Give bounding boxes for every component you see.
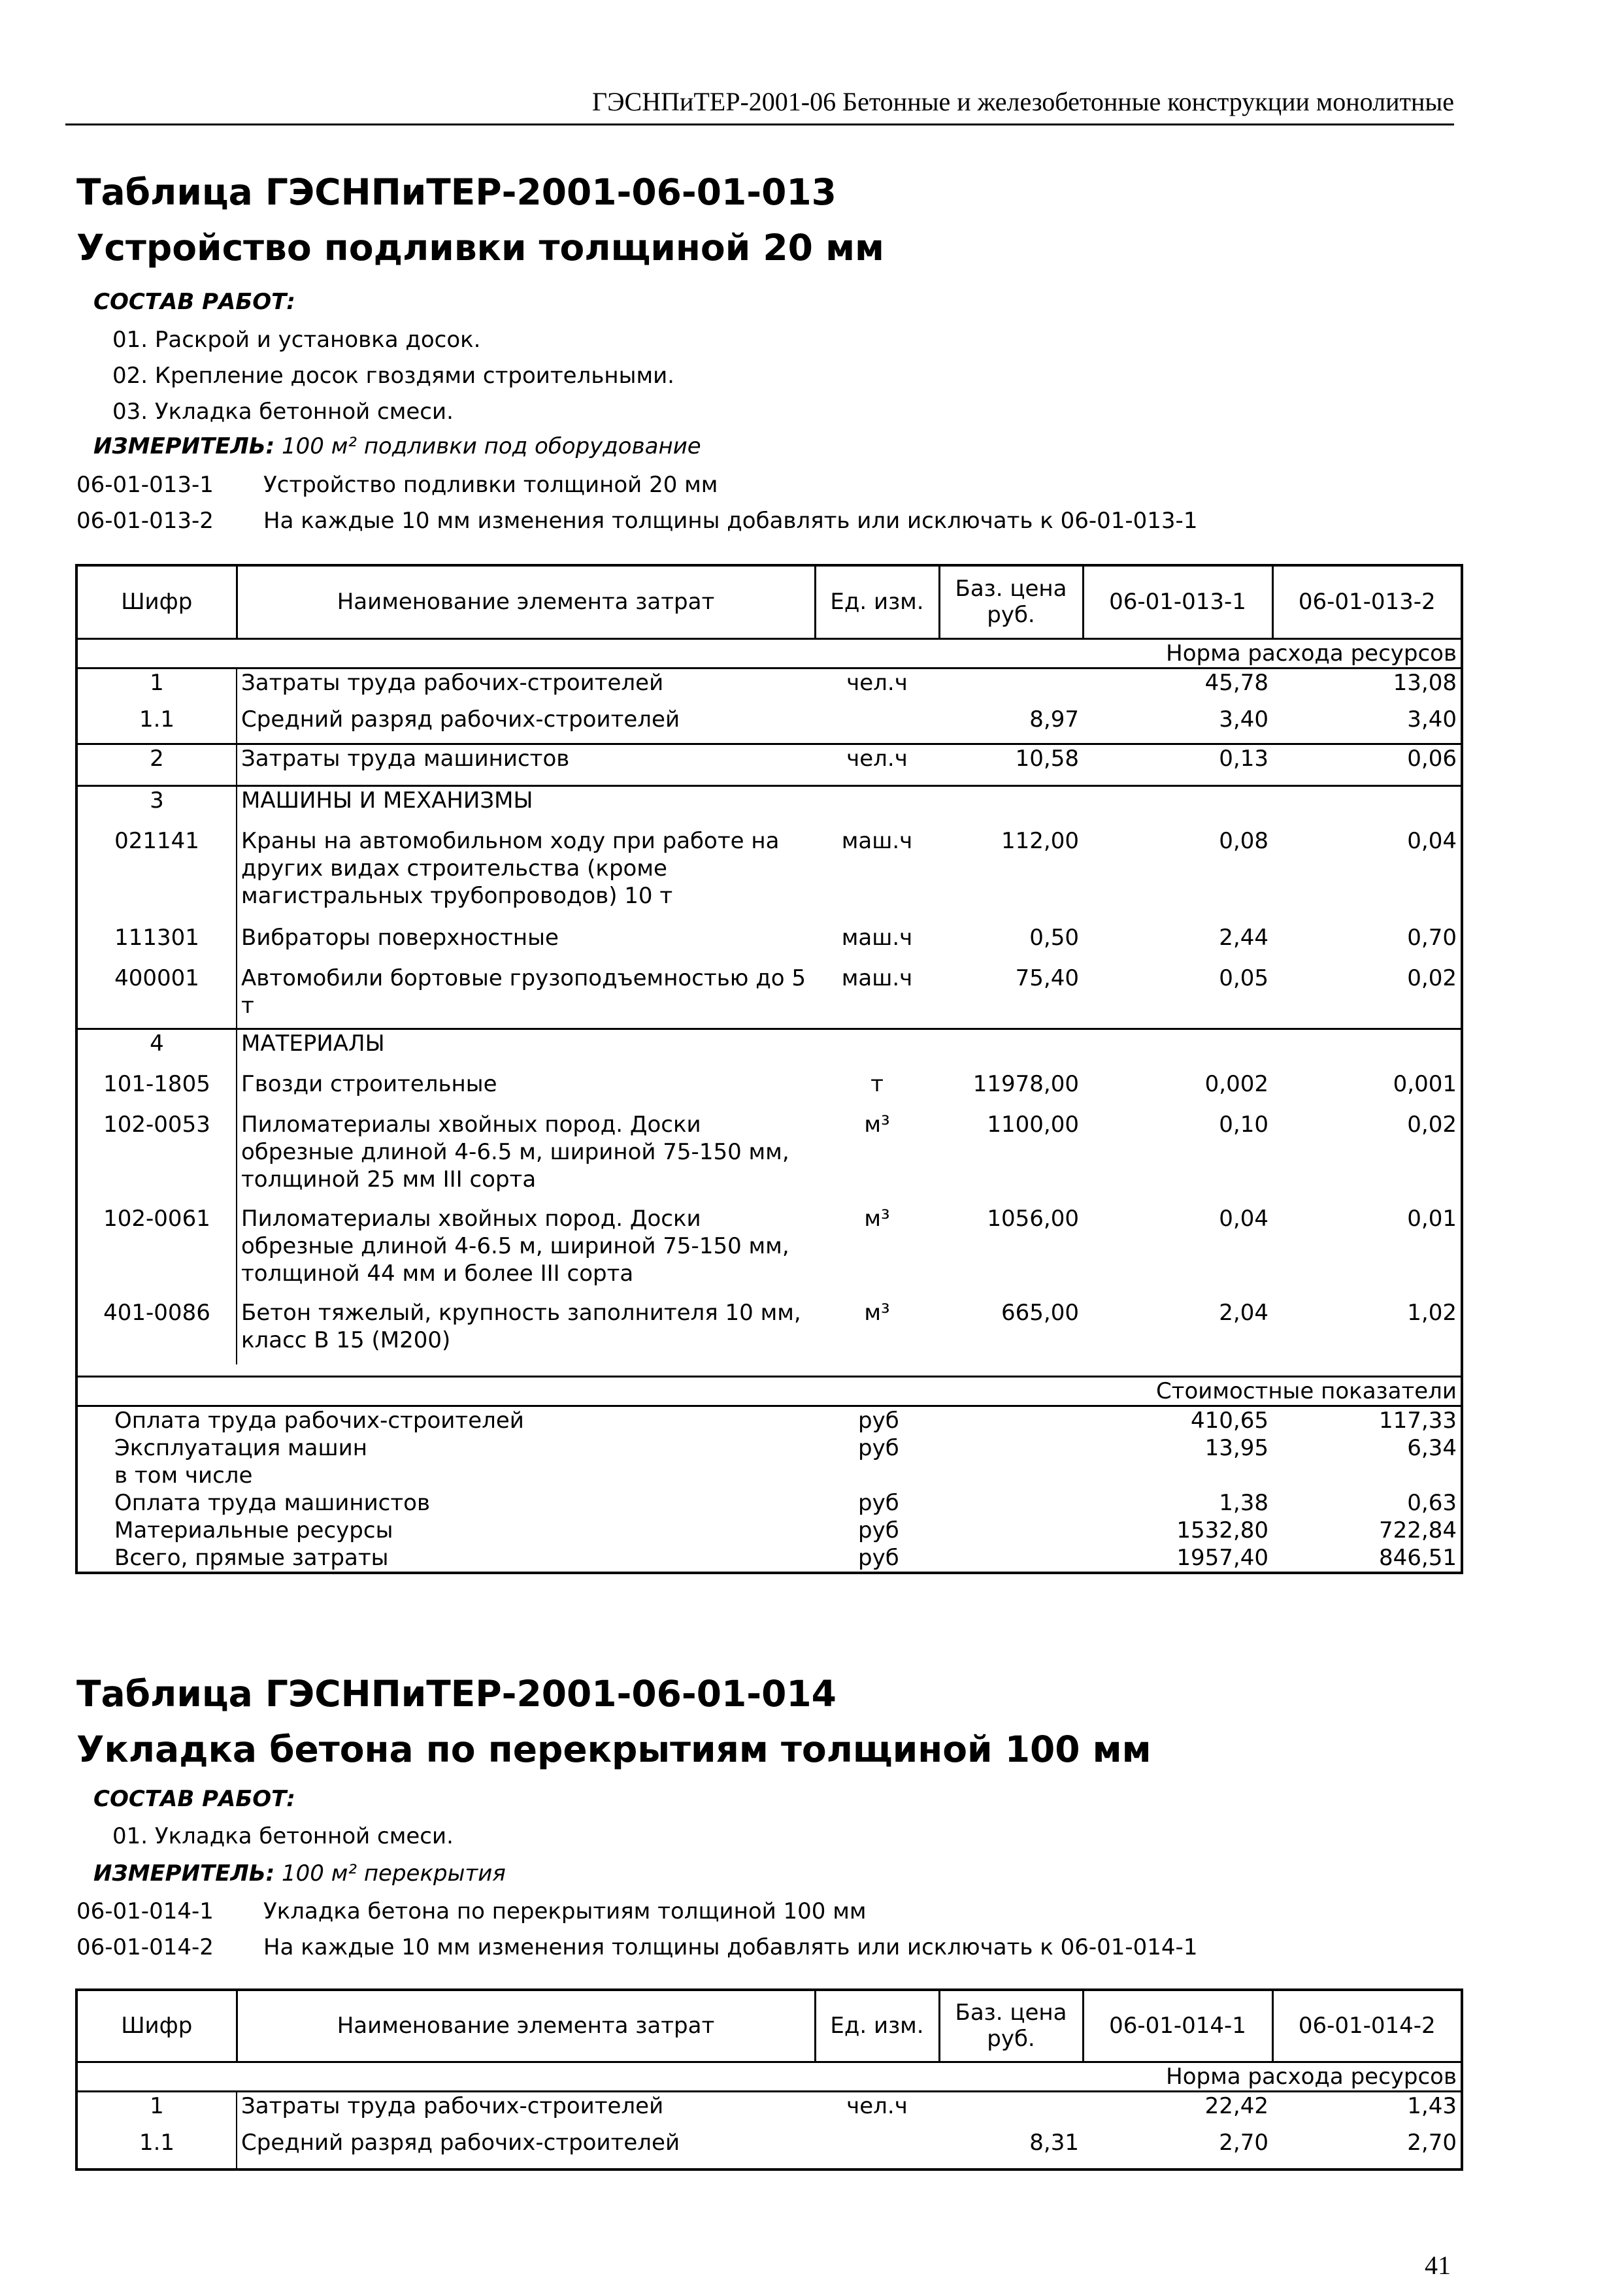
cell-code: 1	[150, 2092, 164, 2119]
cell-b: 2,70	[1407, 2130, 1457, 2156]
total-a: 1532,80	[1176, 1517, 1268, 1543]
col-header: Наименование элемента затрат	[237, 565, 815, 638]
cell-a: 0,002	[1204, 1071, 1268, 1097]
cell-code: 102-0053	[103, 1112, 210, 1138]
cell-price: 665,00	[1001, 1300, 1079, 1326]
cell-unit	[815, 2129, 939, 2169]
cell-unit: т	[870, 1071, 884, 1097]
total-label: Материальные ресурсы	[114, 1517, 393, 1543]
cost-table	[75, 1988, 1463, 2171]
code-line	[76, 508, 1197, 534]
cell-price: 112,00	[1001, 828, 1079, 854]
page-number: 41	[1425, 2251, 1451, 2280]
cell-code: 3	[76, 785, 237, 827]
cell-unit: чел.ч	[846, 669, 908, 696]
col-header: 06-01-013-1	[1083, 565, 1272, 638]
cell-name: Гвозди строительные	[237, 1070, 815, 1111]
total-label: Оплата труда машинистов	[114, 1489, 431, 1516]
cell-price: 1056,00	[987, 1206, 1079, 1232]
cell-name: Затраты труда рабочих-строителей	[237, 668, 815, 706]
cell-code: 101-1805	[103, 1071, 210, 1097]
table-title: Таблица ГЭСНПиТЕР-2001-06-01-014	[76, 1673, 837, 1715]
section-row	[76, 1029, 1462, 1070]
total-label: в том числе	[114, 1462, 253, 1489]
total-a: 1957,40	[1176, 1544, 1268, 1571]
total-row	[76, 1489, 1462, 1517]
col-header: Шифр	[76, 565, 237, 638]
cell-b: 0,01	[1407, 1206, 1457, 1232]
norm-label: Норма расхода ресурсов	[76, 2062, 1462, 2091]
cell-a: 0,13	[1083, 744, 1272, 785]
col-header: 06-01-014-2	[1272, 1990, 1462, 2062]
cell-price	[939, 785, 1083, 827]
table-row	[76, 2091, 1462, 2129]
total-b: 6,34	[1407, 1434, 1457, 1461]
total-a: 410,65	[1191, 1407, 1268, 1434]
cell-price: 1100,00	[987, 1112, 1079, 1138]
cell-code: 4	[76, 1029, 237, 1070]
cell-code: 102-0061	[103, 1206, 210, 1232]
cell-price: 75,40	[1015, 965, 1079, 991]
cell-a: 45,78	[1204, 669, 1268, 696]
cell-name: Вибраторы поверхностные	[237, 924, 815, 965]
cell-unit	[815, 706, 939, 744]
cell-a: 0,08	[1219, 828, 1268, 854]
cell-price: 0,50	[1029, 925, 1079, 951]
cell-unit: маш.ч	[841, 828, 913, 854]
cell-a: 0,04	[1219, 1206, 1268, 1232]
total-label: Эксплуатация машин	[114, 1434, 367, 1461]
izmeritel	[93, 433, 701, 459]
code: 06-01-013-2	[76, 508, 214, 534]
cell-b: 0,02	[1407, 1112, 1457, 1138]
code-text: На каждые 10 мм изменения толщины добавлять или исключать к 06-01-013-1	[263, 508, 1198, 534]
table-row	[76, 1205, 1462, 1299]
table-row	[76, 2129, 1462, 2169]
section-row	[76, 785, 1462, 827]
cell-a	[1083, 1029, 1272, 1070]
cell-b: 0,02	[1407, 965, 1457, 991]
cell-code: 1.1	[139, 706, 175, 733]
header-row	[76, 1990, 1462, 2062]
cell-unit: маш.ч	[841, 965, 913, 991]
cell-unit: м³	[864, 1206, 890, 1232]
table-row	[76, 924, 1462, 965]
cell-unit: чел.ч	[846, 2092, 908, 2119]
table-row	[76, 827, 1462, 924]
cell-price: 8,31	[1029, 2130, 1079, 2156]
cell-price	[939, 1029, 1083, 1070]
col-header: 06-01-014-1	[1083, 1990, 1272, 2062]
table-subtitle: Укладка бетона по перекрытиям толщиной 100 мм	[76, 1728, 1152, 1770]
cell-name: Затраты труда рабочих-строителей	[237, 2091, 815, 2129]
header-row	[76, 565, 1462, 638]
cell-name: Средний разряд рабочих-строителей	[237, 706, 815, 744]
total-a: 13,95	[1204, 1434, 1268, 1461]
col-header: Шифр	[76, 1990, 237, 2062]
total-b: 722,84	[1379, 1517, 1457, 1543]
norm-label: Норма расхода ресурсов	[76, 638, 1462, 668]
cell-a: 0,05	[1219, 965, 1268, 991]
total-row	[76, 1462, 1462, 1489]
work-item: 03. Укладка бетонной смеси.	[112, 399, 454, 425]
cell-code: 2	[76, 744, 237, 785]
cell-price	[939, 668, 1083, 706]
cell-a: 3,40	[1219, 706, 1268, 733]
cell-price	[939, 2091, 1083, 2129]
table-subtitle: Устройство подливки толщиной 20 мм	[76, 227, 884, 269]
total-unit: руб	[858, 1489, 899, 1516]
izmeritel	[93, 1860, 506, 1887]
table-row	[76, 965, 1462, 1029]
cell-unit	[815, 785, 939, 827]
cell-code: 111301	[114, 925, 199, 951]
cell-price: 10,58	[939, 744, 1083, 785]
col-header: Баз. цена руб.	[939, 1990, 1083, 2062]
cell-unit: маш.ч	[841, 925, 913, 951]
sostav-label: СОСТАВ РАБОТ:	[93, 289, 295, 315]
cell-price: 8,97	[1029, 706, 1079, 733]
col-header: Наименование элемента затрат	[237, 1990, 815, 2062]
cell-b	[1272, 1029, 1462, 1070]
cell-unit: м³	[864, 1112, 890, 1138]
cell-a: 2,70	[1219, 2130, 1268, 2156]
cell-unit	[815, 1029, 939, 1070]
cell-b: 1,43	[1407, 2092, 1457, 2119]
cell-b: 0,001	[1393, 1071, 1457, 1097]
cell-b: 0,06	[1272, 744, 1462, 785]
cell-name: Автомобили бортовые грузоподъемностью до 5 т	[237, 965, 815, 1029]
total-b: 846,51	[1379, 1544, 1457, 1571]
table-row	[76, 706, 1462, 744]
table-row	[76, 744, 1462, 785]
code: 06-01-013-1	[76, 472, 214, 498]
total-row	[76, 1517, 1462, 1544]
total-row	[76, 1544, 1462, 1573]
cost-label: Стоимостные показатели	[76, 1376, 1462, 1406]
total-label: Всего, прямые затраты	[114, 1544, 389, 1571]
cell-b: 0,70	[1407, 925, 1457, 951]
total-row	[76, 1406, 1462, 1434]
total-label: Оплата труда рабочих-строителей	[114, 1407, 524, 1434]
total-a: 1,38	[1219, 1489, 1268, 1516]
sostav-label: СОСТАВ РАБОТ:	[93, 1786, 295, 1812]
total-b: 0,63	[1407, 1489, 1457, 1516]
total-unit: руб	[858, 1434, 899, 1461]
cell-price: 11978,00	[972, 1071, 1079, 1097]
total-unit: руб	[858, 1517, 899, 1543]
code-line	[76, 1898, 867, 1924]
code: 06-01-014-1	[76, 1898, 214, 1924]
code-text: На каждые 10 мм изменения толщины добавлять или исключать к 06-01-014-1	[263, 1934, 1198, 1960]
cell-code: 400001	[114, 965, 199, 991]
cell-unit: чел.ч	[815, 744, 939, 785]
izmeritel-value: 100 м² подливки под оборудование	[282, 433, 701, 459]
cost-label-row	[76, 1376, 1462, 1406]
cell-a: 0,10	[1219, 1112, 1268, 1138]
code: 06-01-014-2	[76, 1934, 214, 1960]
cell-b: 13,08	[1393, 669, 1457, 696]
cell-unit: м³	[864, 1300, 890, 1326]
cell-b: 3,40	[1407, 706, 1457, 733]
cell-b	[1272, 785, 1462, 827]
table-row	[76, 1299, 1462, 1364]
table-title: Таблица ГЭСНПиТЕР-2001-06-01-013	[76, 171, 837, 213]
izmeritel-label: ИЗМЕРИТЕЛЬ:	[93, 1860, 275, 1887]
cell-code: 1.1	[139, 2130, 175, 2156]
col-header: Ед. изм.	[815, 565, 939, 638]
col-header: 06-01-013-2	[1272, 565, 1462, 638]
cell-name: Затраты труда машинистов	[237, 744, 815, 785]
izmeritel-value: 100 м² перекрытия	[282, 1860, 506, 1887]
table-row	[76, 668, 1462, 706]
table-row	[76, 1111, 1462, 1205]
cell-code: 1	[150, 669, 164, 696]
cell-a: 2,04	[1219, 1300, 1268, 1326]
code-text: Устройство подливки толщиной 20 мм	[263, 472, 718, 498]
code-text: Укладка бетона по перекрытиям толщиной 100 мм	[263, 1898, 867, 1924]
table-row	[76, 1070, 1462, 1111]
cell-name: Краны на автомобильном ходу при работе на других видах строительства (кроме магистральных трубопроводов) 10 т	[237, 827, 815, 924]
work-item: 01. Укладка бетонной смеси.	[112, 1823, 454, 1849]
total-row	[76, 1434, 1462, 1462]
work-item: 01. Раскрой и установка досок.	[112, 327, 481, 353]
total-unit: руб	[858, 1544, 899, 1571]
cell-code: 021141	[114, 828, 199, 854]
izmeritel-label: ИЗМЕРИТЕЛЬ:	[93, 433, 275, 459]
cell-name: Пиломатериалы хвойных пород. Доски обрезные длиной 4-6.5 м, шириной 75-150 мм, толщиной 25 мм III сорта	[237, 1111, 815, 1205]
page-header: ГЭСНПиТЕР-2001-06 Бетонные и железобетонные конструкции монолитные	[65, 86, 1454, 125]
cell-name: МАТЕРИАЛЫ	[237, 1029, 815, 1070]
cell-name: Бетон тяжелый, крупность заполнителя 10 мм, класс В 15 (М200)	[237, 1299, 815, 1364]
code-line	[76, 472, 718, 498]
total-b: 117,33	[1379, 1407, 1457, 1434]
cell-name: Пиломатериалы хвойных пород. Доски обрезные длиной 4-6.5 м, шириной 75-150 мм, толщиной 44 мм и более III сорта	[237, 1205, 815, 1299]
cell-name: МАШИНЫ И МЕХАНИЗМЫ	[237, 785, 815, 827]
total-unit: руб	[858, 1407, 899, 1434]
col-header: Баз. цена руб.	[939, 565, 1083, 638]
cell-b: 0,04	[1407, 828, 1457, 854]
cell-name: Средний разряд рабочих-строителей	[237, 2129, 815, 2169]
work-item: 02. Крепление досок гвоздями строительными.	[112, 363, 674, 389]
norm-row	[76, 638, 1462, 668]
cell-a	[1083, 785, 1272, 827]
code-line	[76, 1934, 1197, 1960]
norm-row	[76, 2062, 1462, 2091]
cell-a: 2,44	[1219, 925, 1268, 951]
col-header: Ед. изм.	[815, 1990, 939, 2062]
cost-table	[75, 564, 1463, 1574]
cell-a: 22,42	[1204, 2092, 1268, 2119]
cell-b: 1,02	[1407, 1300, 1457, 1326]
cell-code: 401-0086	[103, 1300, 210, 1326]
